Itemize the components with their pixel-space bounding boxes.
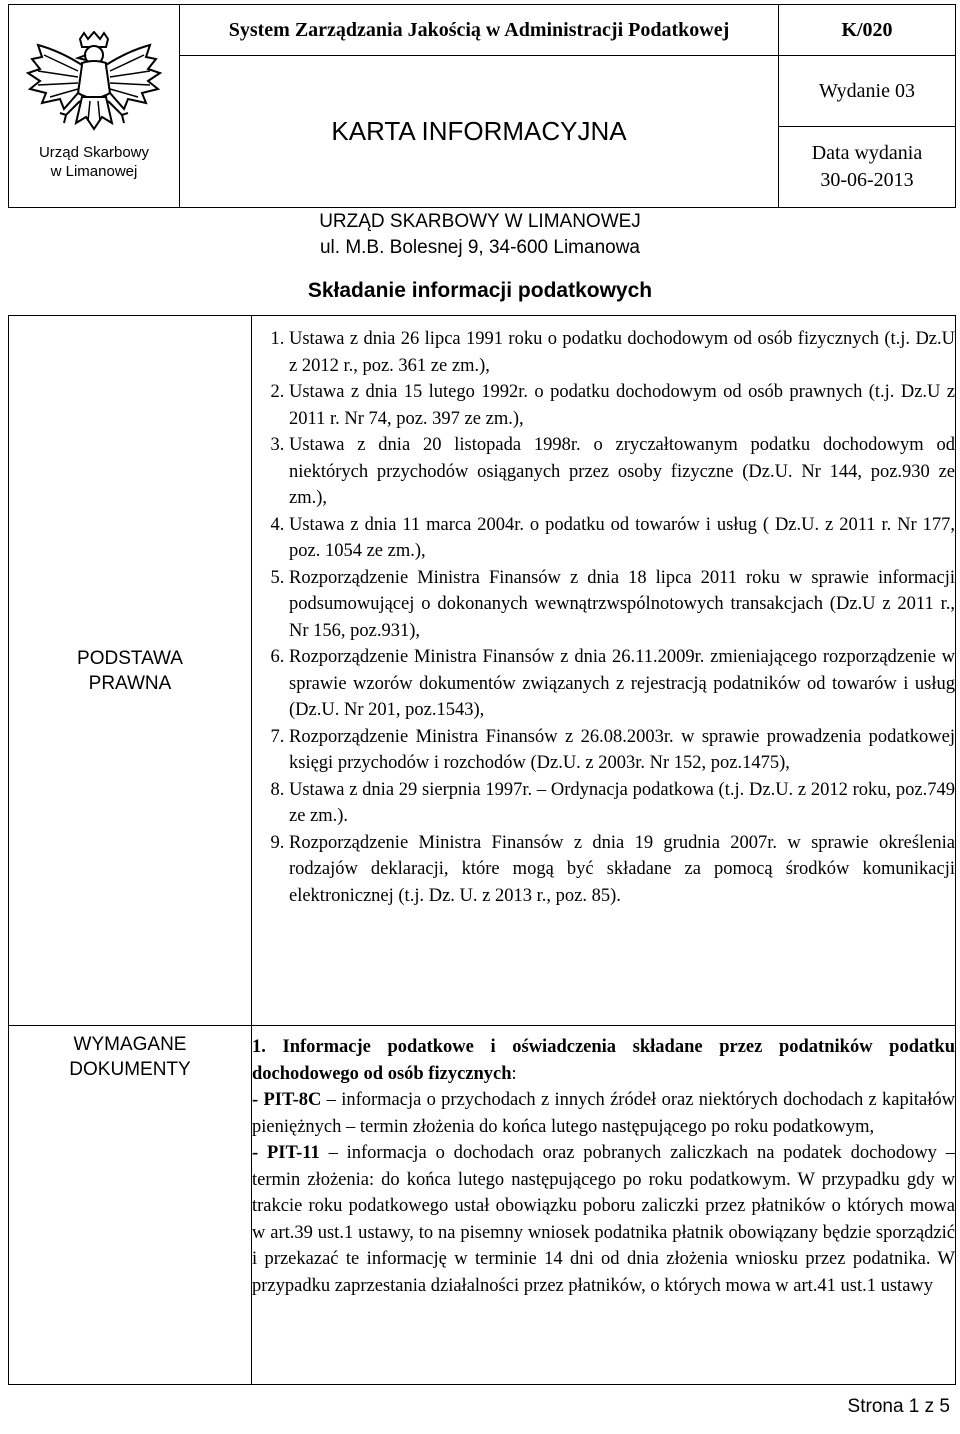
date-label: Data wydania bbox=[811, 142, 923, 164]
required-documents-content bbox=[252, 1026, 956, 1385]
office-name: URZĄD SKARBOWY W LIMANOWEJ bbox=[319, 211, 641, 232]
documents-heading-tail: : bbox=[511, 1063, 517, 1084]
information-table bbox=[8, 315, 956, 1385]
system-title: System Zarządzania Jakością w Administracji Podatkowej bbox=[180, 5, 779, 56]
page-number: Strona 1 z 5 bbox=[847, 1396, 950, 1417]
date-value: 30-06-2013 bbox=[820, 169, 914, 191]
legal-basis-item: 4. Ustawa z dnia 11 marca 2004r. o podatku od towarów i usług ( Dz.U. z 2011 r. Nr 177, poz. 1054 ze zm.), bbox=[289, 512, 955, 565]
document-subject: Składanie informacji podatkowych bbox=[307, 279, 653, 302]
card-title: KARTA INFORMACYJNA bbox=[180, 56, 779, 208]
pit8c-text: – informacja o przychodach z innych źródeł oraz niektórych dochodach z kapitałów pieniężnych – termin złożenia do końca lutego następującego po roku podatkowym, bbox=[252, 1090, 955, 1137]
legal-basis-item: 9. Rozporządzenie Ministra Finansów z dnia 19 grudnia 2007r. w sprawie określenia rodzajów deklaracji, które mogą być składane za pomocą środków komunikacji elektronicznej (t.j. Dz. U. z 2013 r., poz. 85). bbox=[289, 830, 955, 910]
legal-basis-item: 8. Ustawa z dnia 29 sierpnia 1997r. – Ordynacja podatkowa (t.j. Dz.U. z 2012 roku, poz.749 ze zm.). bbox=[289, 777, 955, 830]
documents-heading bbox=[252, 1034, 955, 1087]
legal-basis-label bbox=[9, 316, 252, 1026]
legal-basis-item: 2. Ustawa z dnia 15 lutego 1992r. o podatku dochodowym od osób prawnych (t.j. Dz.U z 2011 r. Nr 74, poz. 397 ze zm.), bbox=[289, 379, 955, 432]
document-code: K/020 bbox=[779, 5, 956, 56]
office-logo-text bbox=[39, 143, 149, 181]
legal-basis-label-line1: PODSTAWA bbox=[77, 647, 183, 669]
legal-basis-item: 7. Rozporządzenie Ministra Finansów z 26.08.2003r. w sprawie prowadzenia podatkowej księgi przychodów i rozchodów (Dz.U. z 2003r. Nr 152, poz.1475), bbox=[289, 724, 955, 777]
office-address: ul. M.B. Bolesnej 9, 34-600 Limanowa bbox=[319, 237, 640, 258]
legal-basis-label-line2: PRAWNA bbox=[88, 672, 172, 694]
pit11-paragraph bbox=[252, 1140, 955, 1299]
polish-eagle-emblem-icon bbox=[20, 31, 168, 141]
documents-heading-bold: 1. Informacje podatkowe i oświadczenia składane przez podatników podatku dochodowego od osób fizycznych bbox=[252, 1037, 955, 1084]
legal-basis-content bbox=[252, 316, 956, 1026]
legal-basis-item: 3. Ustawa z dnia 20 listopada 1998r. o zryczałtowanym podatku dochodowym od niektórych przychodów osiąganych przez osoby fizyczne (Dz.U. Nr 144, poz.930 ze zm.), bbox=[289, 432, 955, 512]
pit8c-paragraph bbox=[252, 1087, 955, 1140]
publication-date bbox=[779, 127, 956, 208]
pit8c-code: - PIT-8C bbox=[252, 1090, 322, 1110]
legal-basis-item: 1. Ustawa z dnia 26 lipca 1991 roku o podatku dochodowym od osób fizycznych (t.j. Dz.U z 2012 r., poz. 361 ze zm.), bbox=[289, 326, 955, 379]
legal-basis-item: 6. Rozporządzenie Ministra Finansów z dnia 26.11.2009r. zmieniającego rozporządzenie w sprawie wzorów dokumentów związanych z rejestracją podatników od towarów i usług (Dz.U. Nr 201, poz.1543), bbox=[289, 644, 955, 724]
logo-text-line2: w Limanowej bbox=[50, 163, 138, 180]
legal-basis-list bbox=[252, 326, 955, 909]
required-documents-label-line2: DOKUMENTY bbox=[69, 1059, 191, 1080]
required-documents-label-line1: WYMAGANE bbox=[73, 1034, 187, 1055]
legal-basis-item: 5. Rozporządzenie Ministra Finansów z dnia 18 lipca 2011 roku w sprawie informacji podsumowującej o dokonanych wewnątrzwspólnotowych transakcjach (Dz.U z 2011 r., Nr 156, poz.931), bbox=[289, 565, 955, 645]
logo-text-line1: Urząd Skarbowy bbox=[38, 144, 150, 161]
edition-number: Wydanie 03 bbox=[779, 56, 956, 127]
pit11-text: – informacja o dochodach oraz pobranych zaliczkach na podatek dochodowy – termin złożenia: do końca lutego następującego po roku podatkowym. W przypadku gdy w trakcie roku podatkowego ustał obowiązku poboru zaliczki przez płatników o których mowa w art.39 ust.1 ustawy, to na pisemny wniosek podatnika płatnik obowiązany będzie sporządzić i przekazać te informację w terminie 14 dni od dnia złożenia wniosku przez podatnika. W przypadku zaprzestania działalności przez płatników, o których mowa w art.41 ust.1 ustawy bbox=[252, 1143, 955, 1296]
required-documents-label bbox=[9, 1026, 252, 1385]
pit11-code: - PIT-11 bbox=[252, 1143, 320, 1163]
logo-cell bbox=[9, 5, 180, 208]
document-header bbox=[8, 4, 956, 208]
